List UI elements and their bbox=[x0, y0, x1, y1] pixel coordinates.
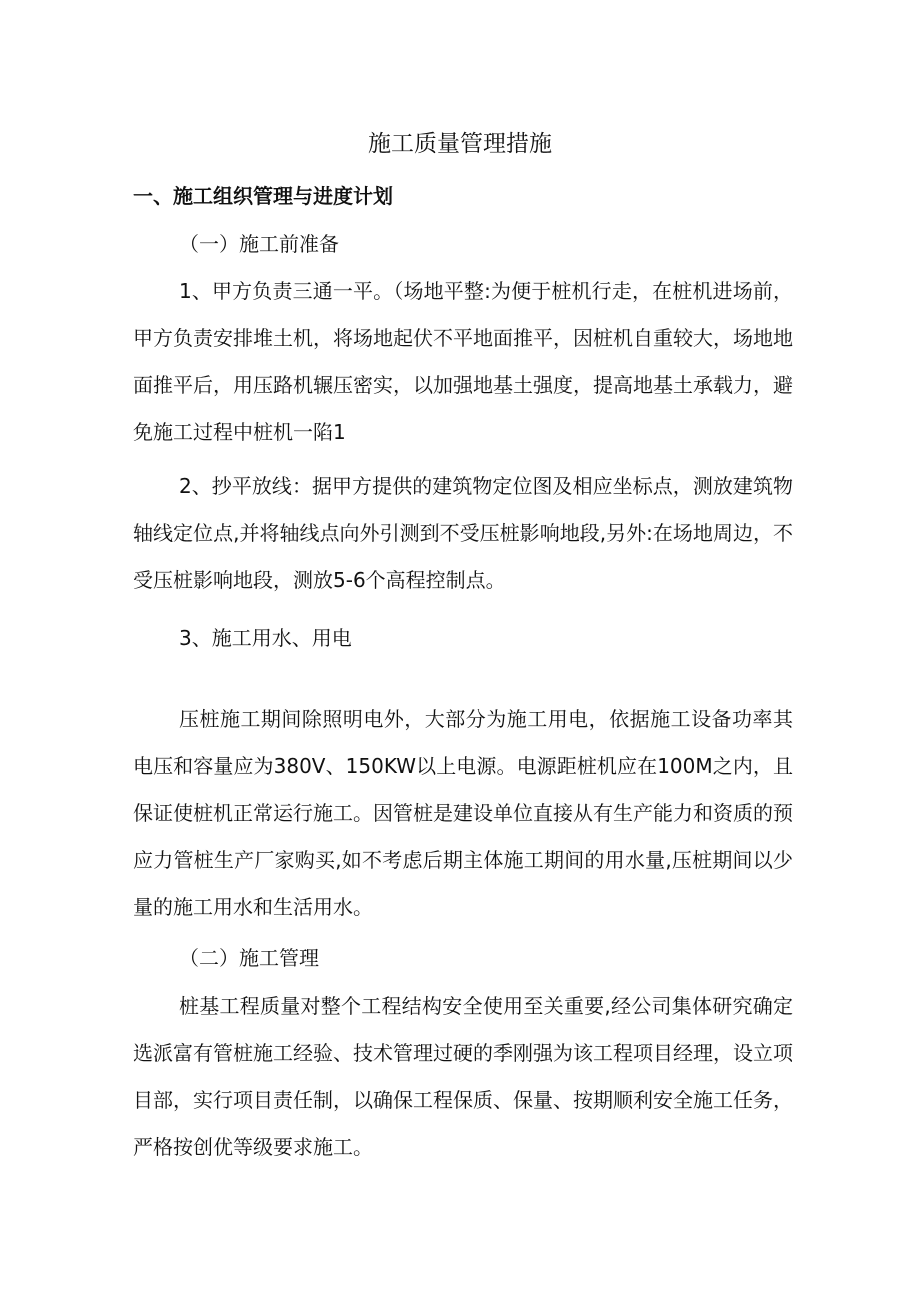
paragraph-water-electricity: 压桩施工期间除照明电外，大部分为施工用电，依据施工设备功率其电压和容量应为380V、150KW以上电源。电源距桩机应在100M之内，且保证使桩机正常运行施工。因管桩是建设单位直接从有生产能力和资质的预应力管桩生产厂家购买,如不考虑后期主体施工期间的用水量,压桩期间以少量的施工用水和生活用水。 bbox=[133, 707, 793, 919]
section-heading-organization: 一、施工组织管理与进度计划 bbox=[133, 184, 393, 208]
paragraph-item-1: 1、甲方负责三通一平。（场地平整:为便于桩机行走，在桩机进场前，甲方负责安排堆土机，将场地起伏不平地面推平，因桩机自重较大，场地地面推平后，用压路机辗压密实，以加强地基土强度，提高地基土承载力，避免施工过程中桩机一陷1 bbox=[133, 279, 793, 444]
subsection-heading-management: （二）施工管理 bbox=[179, 946, 319, 970]
subsection-heading-preparation: （一）施工前准备 bbox=[179, 232, 339, 256]
paragraph-item-2: 2、抄平放线：据甲方提供的建筑物定位图及相应坐标点，测放建筑物轴线定位点,并将轴线点向外引测到不受压桩影响地段,另外:在场地周边，不受压桩影响地段，测放5-6个高程控制点。 bbox=[133, 474, 793, 592]
item-heading-water-electricity: 3、施工用水、用电 bbox=[179, 626, 352, 650]
paragraph-management: 桩基工程质量对整个工程结构安全使用至关重要,经公司集体研究确定选派富有管桩施工经验、技术管理过硬的季刚强为该工程项目经理，设立项目部，实行项目责任制，以确保工程保质、保量、按期顺利安全施工任务，严格按创优等级要求施工。 bbox=[133, 994, 793, 1159]
document-title: 施工质量管理措施 bbox=[368, 131, 552, 157]
